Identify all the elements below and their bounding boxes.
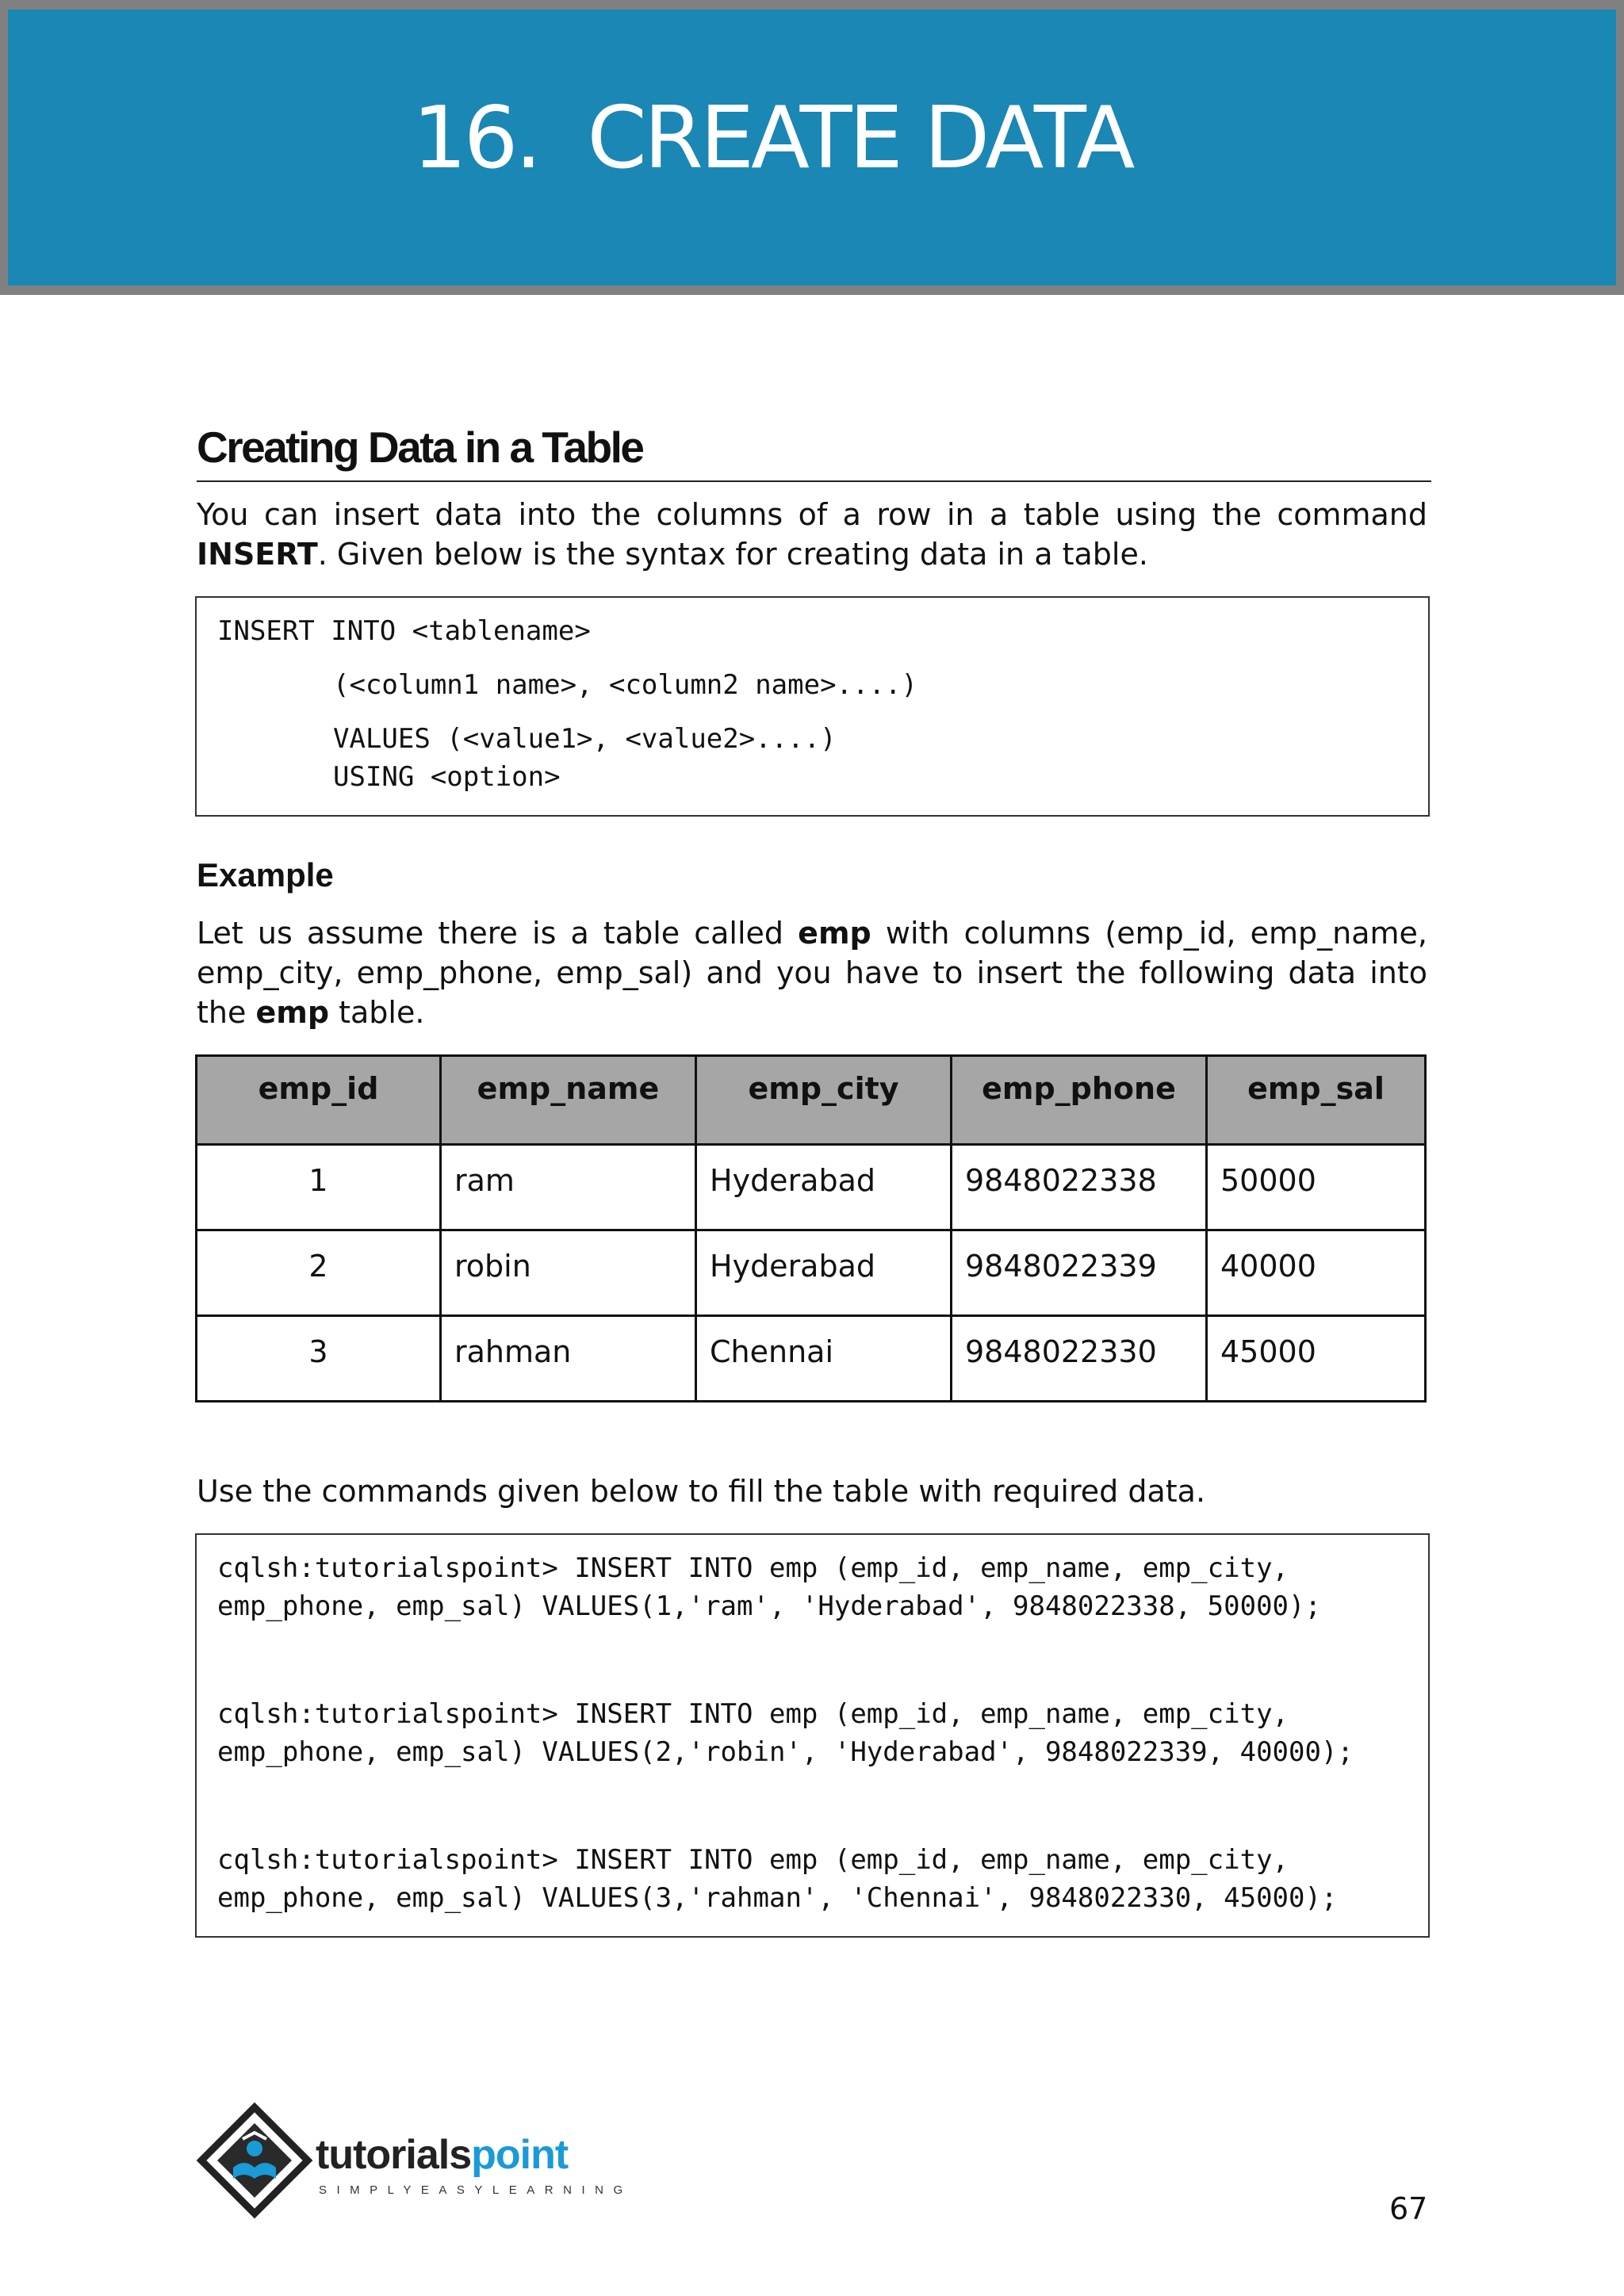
chapter-banner [0, 0, 1624, 295]
logo-tagline: SIMPLYEASYLEARNING [319, 2183, 633, 2197]
cell-emp-sal: 45000 [1207, 1316, 1426, 1402]
logo-diamond-icon [195, 2101, 314, 2220]
example-text: table. [329, 995, 425, 1030]
code-line: INSERT INTO <tablename> [217, 615, 591, 647]
syntax-code-block [195, 596, 1430, 817]
header-emp-sal: emp_sal [1207, 1056, 1426, 1145]
logo-word-point: point [471, 2132, 569, 2178]
cell-emp-name: ram [441, 1145, 696, 1230]
cell-emp-city: Chennai [696, 1316, 952, 1402]
insert-commands-code-block [195, 1533, 1430, 1938]
cell-emp-name: robin [441, 1230, 696, 1316]
chapter-title: 16. CREATE DATA [412, 89, 1132, 188]
code-line: emp_phone, emp_sal) VALUES(1,'ram', 'Hyderabad', 9848022338, 50000); [217, 1590, 1321, 1622]
intro-paragraph [197, 495, 1427, 574]
cell-emp-sal: 50000 [1207, 1145, 1426, 1230]
code-line: emp_phone, emp_sal) VALUES(3,'rahman', 'Chennai', 9848022330, 45000); [217, 1882, 1338, 1914]
code-line: emp_phone, emp_sal) VALUES(2,'robin', 'Hyderabad', 9848022339, 40000); [217, 1736, 1354, 1768]
section-title: Creating Data in a Table [197, 419, 1431, 482]
cell-emp-phone: 9848022338 [952, 1145, 1207, 1230]
code-line: cqlsh:tutorialspoint> INSERT INTO emp (emp_id, emp_name, emp_city, [217, 1552, 1289, 1584]
example-heading: Example [197, 856, 334, 894]
cell-emp-sal: 40000 [1207, 1230, 1426, 1316]
cell-emp-city: Hyderabad [696, 1145, 952, 1230]
cell-emp-city: Hyderabad [696, 1230, 952, 1316]
table-name-bold: emp [798, 916, 871, 951]
cell-emp-id: 3 [197, 1316, 441, 1402]
cell-emp-name: rahman [441, 1316, 696, 1402]
table-row [197, 1316, 1426, 1402]
page-number: 67 [1389, 2191, 1428, 2226]
header-emp-city: emp_city [696, 1056, 952, 1145]
logo-word-tutorials: tutorials [316, 2132, 472, 2178]
example-paragraph [197, 913, 1427, 1032]
intro-text-after: . Given below is the syntax for creating data in a table. [317, 537, 1148, 572]
cell-emp-id: 2 [197, 1230, 441, 1316]
intro-text-before: You can insert data into the columns of a row in a table using the command [197, 497, 1427, 532]
code-line: VALUES (<value1>, <value2>....) [333, 723, 837, 755]
emp-data-table [195, 1054, 1427, 1402]
code-line: USING <option> [333, 761, 561, 793]
cell-emp-id: 1 [197, 1145, 441, 1230]
tutorialspoint-logo [195, 2101, 633, 2220]
code-line: (<column1 name>, <column2 name>....) [333, 669, 917, 701]
table-header-row [197, 1056, 1426, 1145]
table-row [197, 1230, 1426, 1316]
logo-wordmark [316, 2131, 568, 2179]
table-row [197, 1145, 1426, 1230]
cell-emp-phone: 9848022330 [952, 1316, 1207, 1402]
cell-emp-phone: 9848022339 [952, 1230, 1207, 1316]
code-line: cqlsh:tutorialspoint> INSERT INTO emp (emp_id, emp_name, emp_city, [217, 1844, 1289, 1876]
code-line: cqlsh:tutorialspoint> INSERT INTO emp (emp_id, emp_name, emp_city, [217, 1698, 1289, 1730]
example-text: with columns (emp_id, emp_name, emp_city, emp_phone, emp_sal) and you have to insert the following data into the [197, 916, 1427, 1030]
commands-intro: Use the commands given below to fill the table with required data. [197, 1474, 1206, 1509]
example-text: Let us assume there is a table called [197, 916, 799, 951]
header-emp-phone: emp_phone [952, 1056, 1207, 1145]
header-emp-name: emp_name [441, 1056, 696, 1145]
insert-keyword: INSERT [197, 537, 318, 572]
header-emp-id: emp_id [197, 1056, 441, 1145]
table-name-bold: emp [255, 995, 330, 1030]
